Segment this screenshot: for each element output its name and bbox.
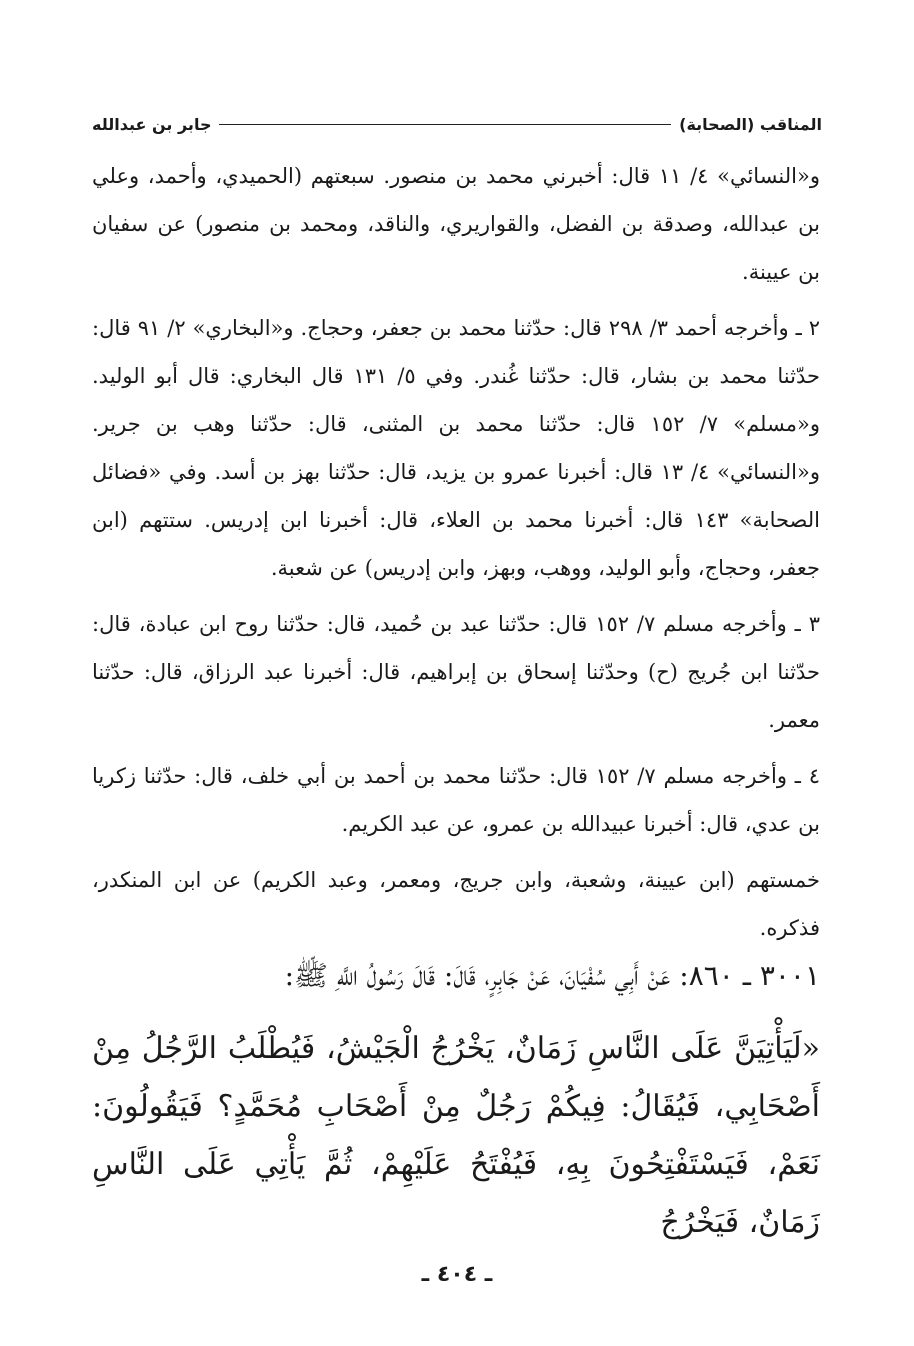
footnotes-body <box>92 152 820 960</box>
hadith-block <box>92 948 820 1268</box>
page-number: ـ ٤٠٤ ـ <box>421 1262 493 1287</box>
header-narrator: جابر بن عبدالله <box>92 115 212 134</box>
hadith-matn: «لَيَأْتِيَنَّ عَلَى النَّاسِ زَمَانٌ، يَخْرُجُ الْجَيْشُ، فَيُطْلَبُ الرَّجُلُ مِنْ أَصْحَابِي، فَيُقَالُ: فِيكُمْ رَجُلٌ مِنْ أَصْحَابِ مُحَمَّدٍ؟ فَيَقُولُونَ: نَعَمْ، فَيَسْتَفْتِحُونَ بِهِ، فَيُفْتَحُ عَلَيْهِمْ، ثُمَّ يَأْتِي عَلَى النَّاسِ زَمَانٌ، فَيَخْرُجُ <box>92 1031 820 1240</box>
note-paragraph: و«النسائي» ٤/ ١١ قال: أخبرني محمد بن منصور. سبعتهم (الحميدي، وأحمد، وعلي بن عبدالله، وصدقة بن الفضل، والقواريري، والناقد، ومحمد بن منصور) عن سفيان بن عيينة. <box>92 164 820 284</box>
hadith-isnad: ٣٠٠١ ـ ٨٦٠: عَنْ أَبِي سُفْيَانَ، عَنْ جَابِرٍ، قَالَ: قَالَ رَسُولُ اللَّهِ ﷺ: <box>284 959 820 992</box>
note-paragraph: ٢ ـ وأخرجه أحمد ٣/ ٢٩٨ قال: حدّثنا محمد بن جعفر، وحجاج. و«البخاري» ٢/ ٩١ قال: حدّثنا محمد بن بشار، قال: حدّثنا غُندر. وفي ٥/ ١٣١ قال البخاري: قال أبو الوليد. و«مسلم» ٧/ ١٥٢ قال: حدّثنا محمد بن المثنى، قال: حدّثنا وهب بن جرير. و«النسائي» ٤/ ١٣ قال: أخبرنا عمرو بن يزيد، قال: حدّثنا بهز بن أسد. وفي «فضائل الصحابة» ١٤٣ قال: أخبرنا محمد بن العلاء، قال: أخبرنا ابن إدريس. ستتهم (ابن جعفر، وحجاج، وأبو الوليد، ووهب، وبهز، وابن إدريس) عن شعبة. <box>92 316 820 580</box>
note-paragraph: خمستهم (ابن عيينة، وشعبة، وابن جريج، ومعمر، وعبد الكريم) عن ابن المنكدر، فذكره. <box>92 868 820 940</box>
note-paragraph: ٤ ـ وأخرجه مسلم ٧/ ١٥٢ قال: حدّثنا محمد بن أحمد بن أبي خلف، قال: حدّثنا زكريا بن عدي، قال: أخبرنا عبيدالله بن عمرو، عن عبد الكريم. <box>92 764 820 836</box>
running-header <box>92 94 822 134</box>
header-section-title: المناقب (الصحابة) <box>679 115 822 134</box>
note-paragraph: ٣ ـ وأخرجه مسلم ٧/ ١٥٢ قال: حدّثنا عبد بن حُميد، قال: حدّثنا روح ابن عبادة، قال: حدّثنا ابن جُريج (ح) وحدّثنا إسحاق بن إبراهيم، قال: أخبرنا عبد الرزاق، قال: حدّثنا معمر. <box>92 612 820 732</box>
header-rule <box>219 124 671 125</box>
